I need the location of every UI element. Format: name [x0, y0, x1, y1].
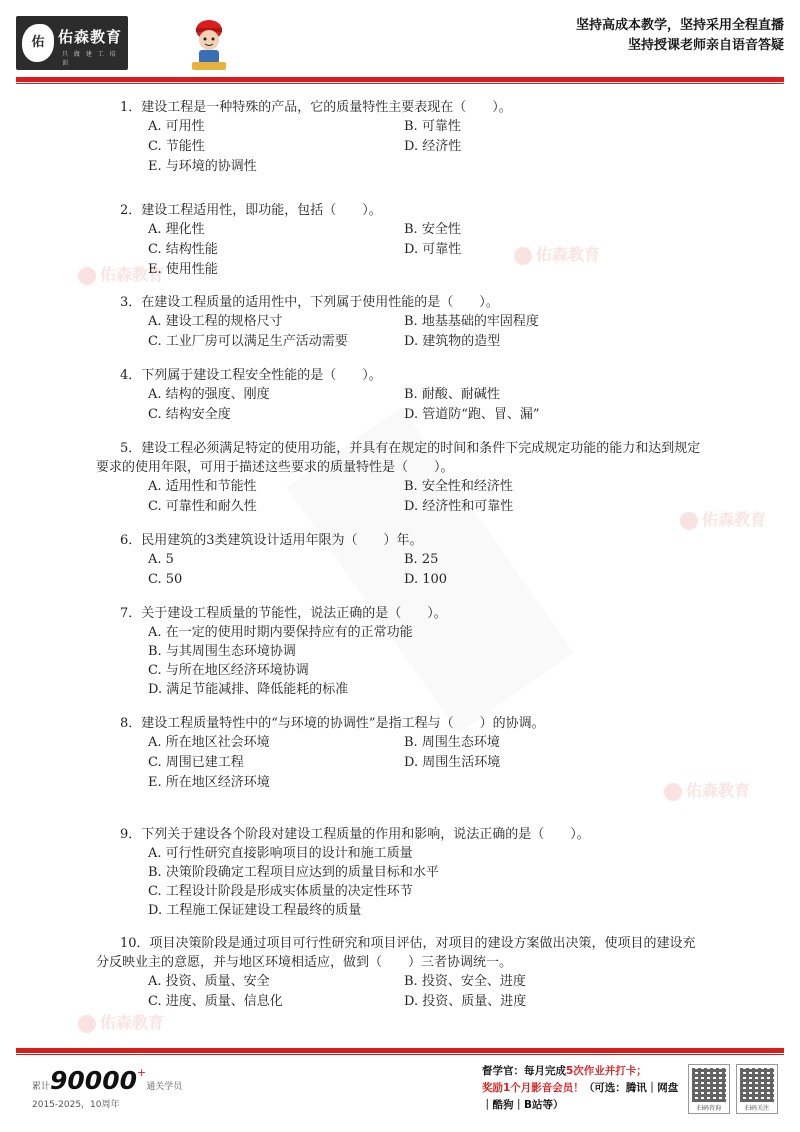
option-b: B. 与其周围生态环境协调: [148, 644, 296, 659]
option-b: B. 安全性和经济性: [404, 479, 513, 494]
option-b: B. 投资、安全、进度: [404, 974, 526, 989]
promo-prefix: 督学官：每月完成: [482, 1065, 566, 1077]
option-d: D. 周围生活环境: [404, 755, 501, 770]
option-c: C. 工程设计阶段是形成实体质量的决定性环节: [148, 884, 413, 899]
options: [148, 623, 706, 699]
option-c: C. 50: [148, 572, 183, 587]
option-d: D. 投资、质量、进度: [404, 994, 527, 1009]
options: [148, 844, 706, 920]
option-a: A. 5: [148, 552, 174, 567]
footer-stats: [32, 1066, 182, 1110]
promo-highlight-1: 5次作业并打卡；: [566, 1065, 647, 1077]
option-c: C. 工业厂房可以满足生产活动需要: [148, 334, 348, 349]
watermark-logo-icon: [78, 267, 96, 285]
option-d: D. 经济性和可靠性: [404, 499, 514, 514]
options: [148, 733, 706, 793]
option-b: B. 决策阶段确定工程项目应达到的质量目标和水平: [148, 865, 439, 880]
option-e: E. 与环境的协调性: [148, 159, 257, 174]
question-1: [96, 98, 706, 177]
watermark: 佑森教育: [680, 507, 766, 530]
question-stem: 3．在建设工程质量的适用性中，下列属于使用性能的是（ ）。: [120, 295, 499, 310]
question-4: [96, 366, 706, 425]
header-slogan: [576, 16, 784, 56]
logo-name: 佑森教育: [58, 28, 123, 46]
options: [148, 312, 706, 352]
qr-label: 扫码咨询: [696, 1105, 721, 1112]
option-b: B. 安全性: [404, 222, 461, 237]
option-b: B. 25: [404, 552, 439, 567]
count-plus: +: [137, 1066, 147, 1079]
option-d: D. 经济性: [404, 139, 462, 154]
option-c: C. 可靠性和耐久性: [148, 499, 257, 514]
option-a: A. 所在地区社会环境: [148, 735, 270, 750]
student-count: 90000: [50, 1066, 137, 1095]
footer-divider-thin: [16, 1054, 784, 1055]
question-stem: 7．关于建设工程质量的节能性，说法正确的是（ ）。: [120, 606, 447, 621]
question-stem: 9．下列关于建设各个阶段对建设工程质量的作用和影响，说法正确的是（ ）。: [120, 827, 590, 842]
option-d: D. 满足节能减排、降低能耗的标准: [148, 682, 349, 697]
question-stem: 4．下列属于建设工程安全性能的是（ ）。: [120, 368, 382, 383]
option-a: A. 理化性: [148, 222, 205, 237]
option-d: D. 可靠性: [404, 242, 462, 257]
option-a: A. 在一定的使用时期内要保持应有的正常功能: [148, 625, 413, 640]
option-b: B. 可靠性: [404, 119, 461, 134]
question-3: [96, 293, 706, 352]
logo-subtitle: 只 做 建 工 培 训: [62, 51, 118, 67]
watermark: 佑森教育: [78, 262, 164, 285]
option-a: A. 适用性和节能性: [148, 479, 257, 494]
options: [148, 972, 706, 1012]
promo-highlight-2: 奖励1个月影音会员！: [482, 1082, 584, 1094]
option-c: C. 与所在地区经济环境协调: [148, 663, 309, 678]
options: [148, 117, 706, 177]
option-b: B. 地基基础的牢固程度: [404, 314, 539, 329]
option-c: C. 结构安全度: [148, 407, 231, 422]
option-a: A. 投资、质量、安全: [148, 974, 270, 989]
option-d: D. 管道防“跑、冒、漏”: [404, 407, 540, 422]
question-7: [96, 604, 706, 699]
promo-tail: （可选：腾讯｜网盘｜酷狗｜B站等）: [482, 1082, 679, 1111]
qr-code-icon[interactable]: [736, 1064, 778, 1114]
slogan-line-2: 坚持授课老师亲自语音答疑: [627, 38, 784, 53]
watermark: 佑森教育: [664, 778, 750, 801]
option-c: C. 周围已建工程: [148, 755, 244, 770]
footer-divider: [16, 1048, 784, 1053]
question-2: [96, 201, 706, 280]
mascot-icon: [186, 16, 232, 72]
question-5: [96, 439, 706, 517]
question-9: [96, 825, 706, 920]
options: [148, 220, 706, 280]
anniversary-years: 2015-2025，10周年: [32, 1100, 120, 1110]
footer-promo: [482, 1063, 682, 1114]
qr-label: 扫码关注: [744, 1105, 769, 1112]
option-c: C. 节能性: [148, 139, 205, 154]
option-a: A. 建设工程的规格尺寸: [148, 314, 283, 329]
count-prefix: 累计: [32, 1082, 51, 1092]
option-d: D. 工程施工保证建设工程最终的质量: [148, 903, 362, 918]
option-a: A. 可行性研究直接影响项目的设计和施工质量: [148, 846, 413, 861]
option-d: D. 建筑物的造型: [404, 334, 501, 349]
count-suffix: 通关学员: [146, 1082, 183, 1092]
question-stem: 8．建设工程质量特性中的“与环境的协调性”是指工程与（ ）的协调。: [120, 716, 545, 731]
option-d: D. 100: [404, 572, 448, 587]
options: [148, 550, 706, 590]
watermark: 佑森教育: [78, 1010, 164, 1033]
watermark-logo-icon: [78, 1015, 96, 1033]
qr-code-icon[interactable]: [688, 1064, 730, 1114]
question-stem: 6．民用建筑的3类建筑设计适用年限为（ ）年。: [120, 533, 423, 548]
option-b: B. 耐酸、耐碱性: [404, 387, 500, 402]
question-stem: 2．建设工程适用性，即功能，包括（ ）。: [120, 203, 382, 218]
option-e: E. 所在地区经济环境: [148, 775, 270, 790]
question-6: [96, 531, 706, 590]
option-c: C. 结构性能: [148, 242, 218, 257]
options: [148, 385, 706, 425]
option-c: C. 进度、质量、信息化: [148, 994, 283, 1009]
option-e: E. 使用性能: [148, 262, 218, 277]
slogan-line-1: 坚持高成本教学，坚持采用全程直播: [575, 18, 784, 33]
header-divider-thin: [16, 83, 784, 84]
question-stem: 5．建设工程必须满足特定的使用功能，并具有在规定的时间和条件下完成规定功能的能力和达到规定要求的使用年限，可用于描述这些要求的质量特性是（ ）。: [96, 441, 701, 475]
question-stem: 1．建设工程是一种特殊的产品，它的质量特性主要表现在（ ）。: [120, 100, 512, 115]
option-a: A. 结构的强度、刚度: [148, 387, 270, 402]
question-8: [96, 714, 706, 793]
header-divider: [16, 77, 784, 82]
watermark: 佑森教育: [514, 242, 600, 265]
question-stem: 10．项目决策阶段是通过项目可行性研究和项目评估，对项目的建设方案做出决策，使项目的建设充分反映业主的意愿，并与地区环境相适应，做到（ ）三者协调统一。: [96, 936, 696, 970]
options: [148, 477, 706, 517]
option-b: B. 周围生态环境: [404, 735, 500, 750]
brand-logo: [16, 16, 128, 70]
question-10: [96, 934, 706, 1012]
option-a: A. 可用性: [148, 119, 205, 134]
logo-mark: 佑: [22, 24, 54, 62]
